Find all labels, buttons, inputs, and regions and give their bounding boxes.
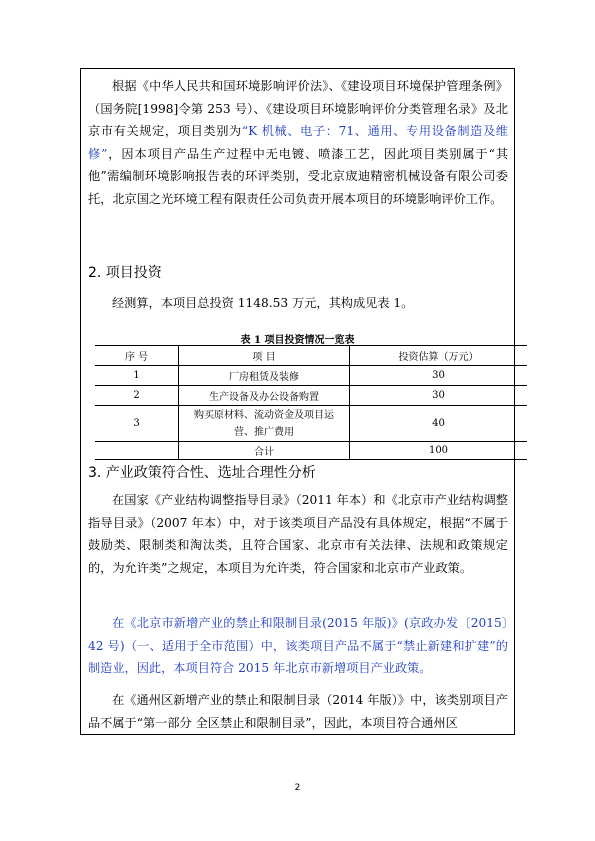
cell-value: 100 xyxy=(350,442,528,460)
header-no: 序 号 xyxy=(95,346,179,366)
cell-no: 2 xyxy=(95,386,179,406)
cell-value: 30 xyxy=(350,366,528,386)
paragraph-tongzhou-catalog: 在《通州区新增产业的禁止和限制目录（2014 年版）》中，该类别项目产品不属于“第一部分 全区禁止和限制目录”，因此，本项目符合通州区 xyxy=(88,693,508,730)
cell-no: 3 xyxy=(95,406,179,442)
paragraph-text: 根据《中华人民共和国环境影响评价法》、《建设项目环境保护管理条例》（国务院[1998]令第 253 号）、《建设项目环境影响评价分类管理名录》及北京市有关规定，项目类别为 xyxy=(88,79,508,138)
section-heading-policy: 3. 产业政策符合性、选址合理性分析 xyxy=(88,465,316,481)
paragraph-beijing-catalog: 在《北京市新增产业的禁止和限制目录(2015 年版)》(京政办发〔2015〕42 号)（一、适用于全市范围）中，该类项目产品不属于“禁止新建和扩建”的制造业，因此，本项目符合 2015 年北京市新增项目产业政策。 xyxy=(88,616,508,675)
paragraph-text-tail: ，因本项目产品生产过程中无电镀、喷漆工艺，因此项目类别属于“其他”需编制环境影响报告表的环评类别，受北京宬迪精密机械设备有限公司委托，北京国之光环境工程有限责任公司负责开展本项目的环境影响评价工作。 xyxy=(88,146,509,206)
table-row xyxy=(95,366,527,386)
paragraph-investment: 经测算，本项目总投资 1148.53 万元，其构成见表 1。 xyxy=(112,296,414,310)
table-row xyxy=(95,386,527,406)
cell-value: 30 xyxy=(350,386,528,406)
header-item: 项 目 xyxy=(179,346,350,366)
paragraph-classification xyxy=(88,75,508,210)
cell-value: 40 xyxy=(350,406,528,442)
table-total-row xyxy=(95,442,527,460)
cell-item: 生产设备及办公设备购置 xyxy=(179,386,350,406)
cell-item: 合计 xyxy=(179,442,350,460)
investment-table xyxy=(95,345,527,460)
cell-no xyxy=(95,442,179,460)
table-caption: 表 1 项目投资情况一览表 xyxy=(240,335,355,346)
section-heading-investment: 2. 项目投资 xyxy=(88,265,162,281)
table-header-row xyxy=(95,346,527,366)
table-row xyxy=(95,406,527,442)
cell-item: 厂房租赁及装修 xyxy=(179,366,350,386)
paragraph-policy: 在国家《产业结构调整指导目录》（2011 年本）和《北京市产业结构调整指导目录》（2007 年本）中，对于该类项目产品没有具体规定，根据“不属于鼓励类、限制类和淘汰类，且符合国家、北京市有关法律、法规和政策规定的，为允许类”之规定，本项目为允许类，符合国家和北京市产业政策。 xyxy=(88,493,508,575)
header-value: 投资估算（万元） xyxy=(350,346,528,366)
cell-item: 购买原材料、流动资金及项目运营、推广费用 xyxy=(179,406,350,442)
cell-no: 1 xyxy=(95,366,179,386)
highlighted-category: “K 机械、电子：71、通用、专用设备制造及维修” xyxy=(88,124,508,161)
page-number: 2 xyxy=(294,783,301,793)
